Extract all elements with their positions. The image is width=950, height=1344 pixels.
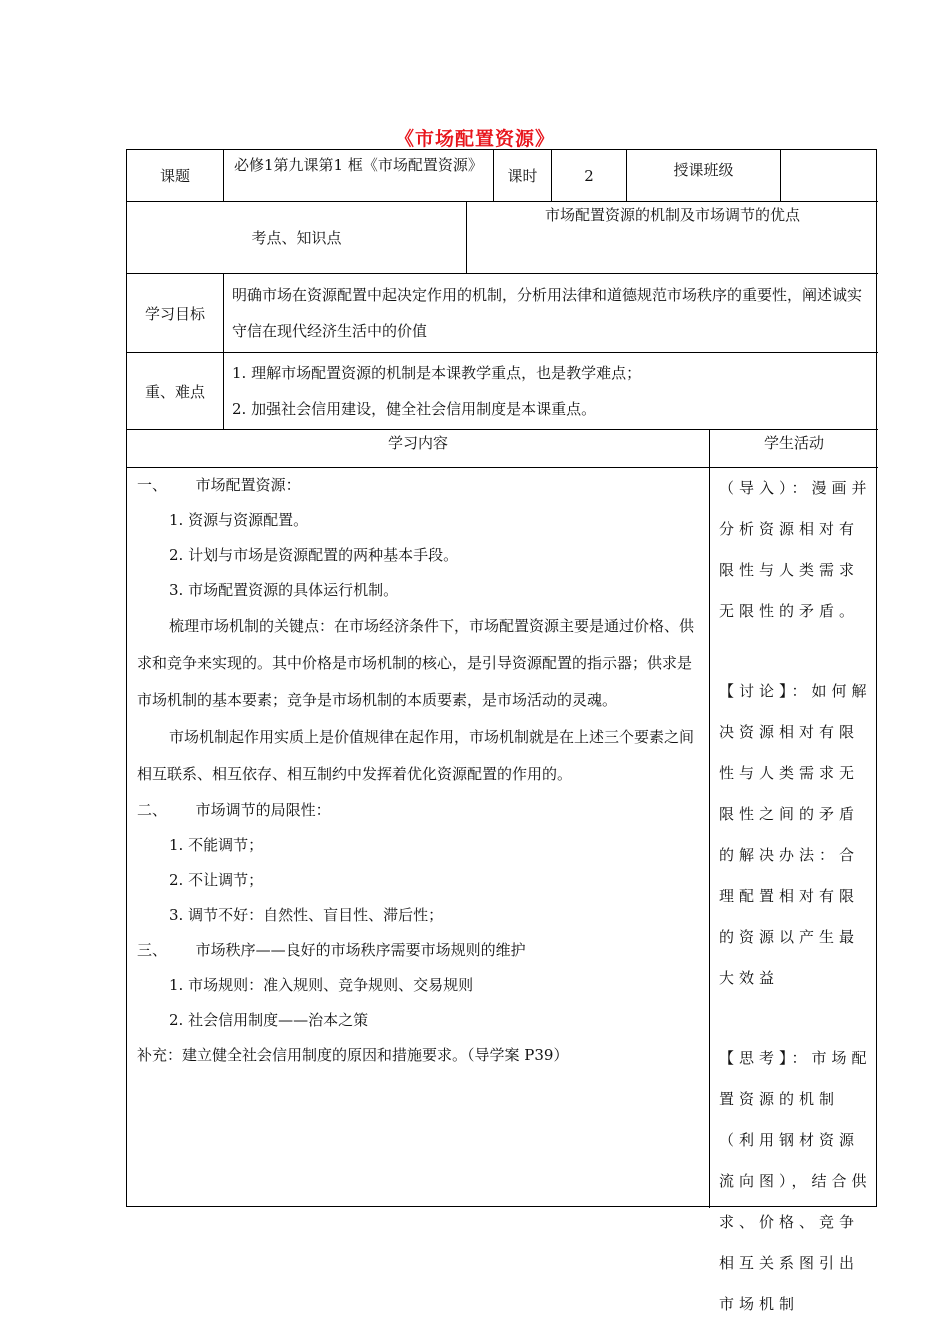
goals-label: 学习目标	[144, 304, 205, 323]
course-value-cell	[224, 150, 494, 202]
knowledge-value: 市场配置资源的机制及市场调节的优点	[544, 206, 800, 224]
goals-label-cell	[127, 274, 224, 353]
keypoint-item: 2. 加强社会信用建设，健全社会信用制度是本课重点。	[232, 400, 597, 418]
section-3-item: 1. 市场规则：准入规则、竞争规则、交易规则	[169, 976, 474, 994]
content-header-right	[710, 430, 878, 468]
content-header-label: 学习内容	[387, 434, 448, 452]
document-title: 《市场配置资源》	[394, 128, 555, 150]
course-value: 必修1第九课第1 框《市场配置资源》	[234, 156, 483, 174]
paragraph-value-law: 市场机制起作用实质上是价值规律在起作用，市场机制就是在上述三个要素之间相互联系、相互依存、相互制约中发挥着优化资源配置的作用的。	[137, 728, 695, 783]
hours-label: 课时	[507, 167, 538, 185]
paragraph-market-mechanism: 梳理市场机制的关键点：在市场经济条件下，市场配置资源主要是通过价格、供求和竞争来实现的。其中价格是市场机制的核心，是引导资源配置的指示器；供求是市场机制的基本要素；竞争是市场机制的本质要素，是市场活动的灵魂。	[137, 617, 695, 709]
section-1-item: 2. 计划与市场是资源配置的两种基本手段。	[169, 546, 459, 564]
section-2-item: 2. 不让调节；	[169, 871, 264, 889]
activity-discuss: 【讨论】：如何解决资源相对有限性与人类需求无限性之间的矛盾的解决办法：合理配置相对有限的资源以产生最大效益	[719, 682, 872, 987]
hours-value-cell	[552, 150, 627, 202]
keypoints-label-cell	[127, 353, 224, 430]
keypoints-label: 重、难点	[144, 382, 205, 401]
knowledge-label: 考点、知识点	[251, 229, 342, 247]
learning-content-cell	[127, 468, 710, 1208]
activity-header-label: 学生活动	[763, 434, 824, 452]
lesson-plan-table	[126, 149, 877, 1313]
activity-intro: （导入）：漫画并分析资源相对有限性与人类需求无限性的矛盾。	[719, 479, 872, 620]
keypoints-value-cell	[224, 353, 878, 430]
activity-think: 【思考】：市场配置资源的机制（利用钢材资源流向图），结合供求、价格、竞争相互关系图引出市场机制	[719, 1049, 872, 1313]
class-label-cell	[627, 150, 781, 202]
class-value-cell	[781, 150, 878, 202]
keypoint-item: 1. 理解市场配置资源的机制是本课教学重点，也是教学难点；	[232, 364, 642, 382]
section-2-item: 3. 调节不好：自然性、盲目性、滞后性；	[169, 906, 444, 924]
section-1-title: 一、 市场配置资源：	[137, 476, 301, 494]
hours-value: 2	[584, 166, 594, 185]
supplement-note: 补充：建立健全社会信用制度的原因和措施要求。（导学案 P39）	[137, 1046, 569, 1064]
goals-value-cell	[224, 274, 878, 353]
section-3-item: 2. 社会信用制度——治本之策	[169, 1011, 369, 1029]
section-1-item: 1. 资源与资源配置。	[169, 511, 309, 529]
course-label-cell	[127, 150, 224, 202]
section-2-title: 二、 市场调节的局限性：	[137, 801, 331, 819]
section-1-item: 3. 市场配置资源的具体运行机制。	[169, 581, 399, 599]
goals-value: 明确市场在资源配置中起决定作用的机制，分析用法律和道德规范市场秩序的重要性，阐述诚实守信在现代经济生活中的价值	[232, 286, 863, 340]
section-3-title: 三、 市场秩序——良好的市场秩序需要市场规则的维护	[137, 941, 526, 959]
content-header-left	[127, 430, 710, 468]
hours-label-cell	[494, 150, 552, 202]
class-label: 授课班级	[673, 161, 734, 179]
course-label: 课题	[159, 167, 190, 185]
student-activity-cell	[710, 468, 878, 1313]
knowledge-value-cell	[467, 202, 878, 274]
knowledge-label-cell	[127, 202, 467, 274]
section-2-item: 1. 不能调节；	[169, 836, 264, 854]
